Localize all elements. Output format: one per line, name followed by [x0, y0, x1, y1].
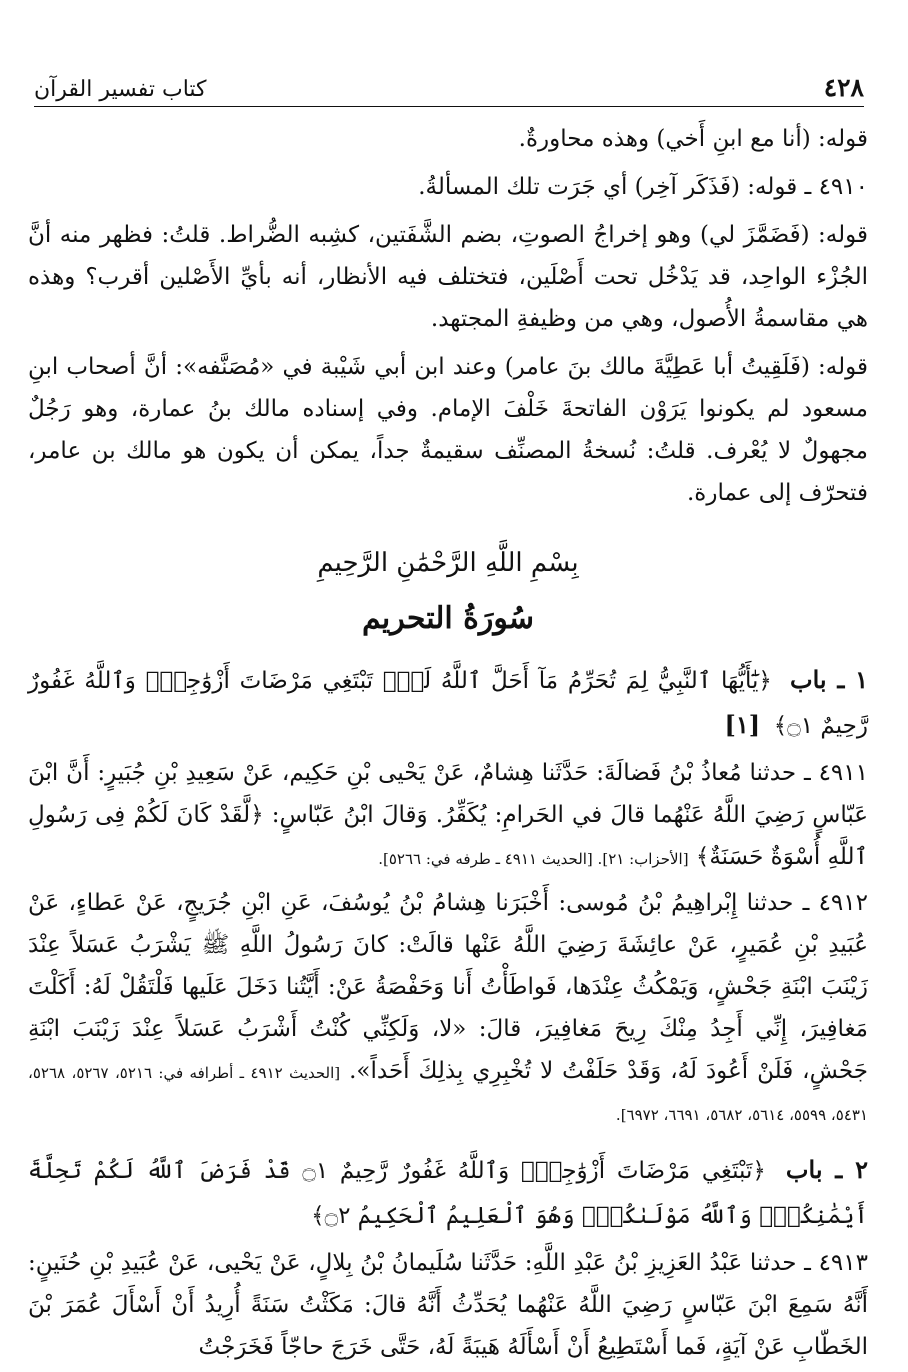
- hadith-4911: [28, 752, 868, 878]
- verse-reference: [١]: [724, 710, 761, 739]
- book-title: كتاب تفسير القرآن: [34, 77, 207, 102]
- basmala: بِسْمِ اللَّهِ الرَّحْمَٰنِ الرَّحِيمِ: [317, 548, 579, 578]
- hadith-text: ٤٩١٢ ـ حدثنا إِبْراهِيمُ بْنُ مُوسى: أَخْبَرَنا هِشامُ بْنُ يُوسُفَ، عَنِ ابْنِ جُرَيجٍ، عَنْ عَطاءٍ، عَنْ عُبَيدِ بْنِ عُمَيرٍ، عَنْ عائِشَةَ رَضِيَ اللَّهُ عَنْها قالَتْ: كانَ رَسُولُ اللَّهِ ﷺ يَشْرَبُ عَسَلاً عِنْدَ زَيْنَبَ ابْنَةِ جَحْشٍ، وَيَمْكُثُ عِنْدَها، فَواطَأْتُ أَنا وَحَفْصَةُ عَنْ: أَيَّتُنا دَخَلَ عَلَيها فَلْتَقُلْ لَهُ: أَكَلْتَ مَغافِيرَ، إِنِّي أَجِدُ مِنْكَ رِيحَ مَغافِيرَ، قالَ: «لا، وَلَكِنِّي كُنْتُ أَشْرَبُ عَسَلاً عِنْدَ زَيْنَبَ ابْنَةِ جَحْشٍ، فَلَنْ أَعُودَ لَهُ، وَقَدْ حَلَفْتُ لا تُخْبِرِي بِذلِكَ أَحَداً».: [28, 890, 868, 1084]
- page-header: [34, 62, 864, 107]
- bab-number: ١ ـ باب: [789, 665, 869, 694]
- paragraph: قوله: (فَضَمَّزَ لي) وهو إخراجُ الصوتِ، بضم الشَّفَتين، كشِبه الضُّراط. قلتُ: فظهر منه أنَّ الجُزْء الواحِد، قد يَدْخُل تحت أَصْلَين، فتختلف فيه الأنظار، أنه بأيِّ الأَصْلين أقرب؟ وهذه هي مقاسمةُ الأُصول، وهي من وظيفةِ المجتهد.: [28, 222, 868, 332]
- bab-number: ٢ ـ باب: [785, 1155, 868, 1184]
- surah-title: سُورَةُ التحريم: [361, 601, 535, 636]
- hadith-text: ٤٩١١ ـ حدثنا مُعاذُ بْنُ فَضالَةَ: حَدَّثَنا هِشامٌ، عَنْ يَحْيى بْنِ حَكِيم، عَنْ سَعِيدِ بْنِ جُبَيرٍ: أَنَّ ابْنَ عَبّاسٍ رَضِيَ اللَّهُ عَنْهُما قالَ في الحَرامِ: يُكَفِّرُ. وَقالَ ابْنُ عَبّاسٍ: ﴿لَّقَدْ كَانَ لَكُمْ فِى رَسُولِ ٱللَّهِ أُسْوَةٌ حَسَنَةٌ﴾: [28, 760, 868, 870]
- hadith-4912: [28, 882, 868, 1134]
- hadith-note: [الحديث ٤٩١٢ ـ أطرافه في: ٥٢١٦، ٥٢٦٧، ٥٢٦٨، ٥٤٣١، ٥٥٩٩، ٥٦١٤، ٥٦٨٢، ٦٦٩١، ٦٩٧٢].: [28, 1064, 868, 1124]
- hadith-4913: [28, 1242, 868, 1368]
- hadith-text: ٤٩١٣ ـ حدثنا عَبْدُ العَزِيزِ بْنُ عَبْدِ اللَّهِ: حَدَّثَنا سُلَيمانُ بْنُ بِلالٍ، عَنْ يَحْيى، عَنْ عُبَيدِ بْنِ حُنَينٍ: أَنَّهُ سَمِعَ ابْنَ عَبّاسٍ رَضِيَ اللَّهُ عَنْهُما يُحَدِّثُ أَنَّهُ قالَ: مَكَثْتُ سَنَةً أُرِيدُ أَنْ أَسْأَلَ عُمَرَ بْنَ الخَطّابِ عَنْ آيَةٍ، فَما أَسْتَطِيعُ أَنْ أَسْأَلَهُ هَيبَةً لَهُ، حَتَّى خَرَجَ حاجّاً فَخَرَجْتُ: [28, 1250, 868, 1360]
- bab-2: [28, 1148, 868, 1238]
- page-number: ٤٢٨: [823, 73, 864, 102]
- hadith-note: [الأحزاب: ٢١]. [الحديث ٤٩١١ ـ طرفه في: ٥٢٦٦].: [378, 850, 689, 868]
- quran-verse: ﴿تَبْتَغِي مَرْضَاتَ أَزْوَٰجِكَۚ وَٱللَّهُ غَفُورٌ رَّحِيمٌ ۝١ قَدْ فَرَضَ ٱللَّهُ لَكُمْ تَحِلَّةَ أَيْمَٰنِكُمْۚ وَٱللَّهُ مَوْلَىٰكُمْۖ وَهُوَ ٱلْعَلِيمُ ٱلْحَكِيمُ ۝٢﴾: [28, 1158, 868, 1229]
- quran-verse: ﴿يَٰٓأَيُّهَا ٱلنَّبِيُّ لِمَ تُحَرِّمُ مَآ أَحَلَّ ٱللَّهُ لَكَۖ تَبْتَغِي مَرْضَاتَ أَزْوَٰجِكَۚ وَٱللَّهُ غَفُورٌ رَّحِيمٌ ۝١﴾: [28, 668, 868, 739]
- paragraph: ٤٩١٠ ـ قوله: (فَذَكَر آخِر) أي جَرَت تلك المسألةُ.: [418, 174, 868, 200]
- page-body: [28, 118, 868, 1372]
- paragraph: قوله: (فَلَقِيتُ أبا عَطِيَّةَ مالك بنَ عامر) وعند ابن أبي شَيْبة في «مُصَنَّفه»: أنَّ أصحاب ابنِ مسعود لم يكونوا يَرَوْن الفاتحةَ خَلْفَ الإمام. وفي إسناده مالك بنُ عمارة، وهو رَجُلٌ مجهولٌ لا يُعْرف. قلتُ: نُسخةُ المصنِّف سقيمةٌ جداً، يمكن أن يكون هو مالك بن عامر، فتحرّف إلى عمارة.: [28, 354, 868, 506]
- paragraph: قوله: (أنا مع ابنِ أَخي) وهذه محاورةٌ.: [518, 126, 868, 152]
- bab-1: [28, 658, 868, 748]
